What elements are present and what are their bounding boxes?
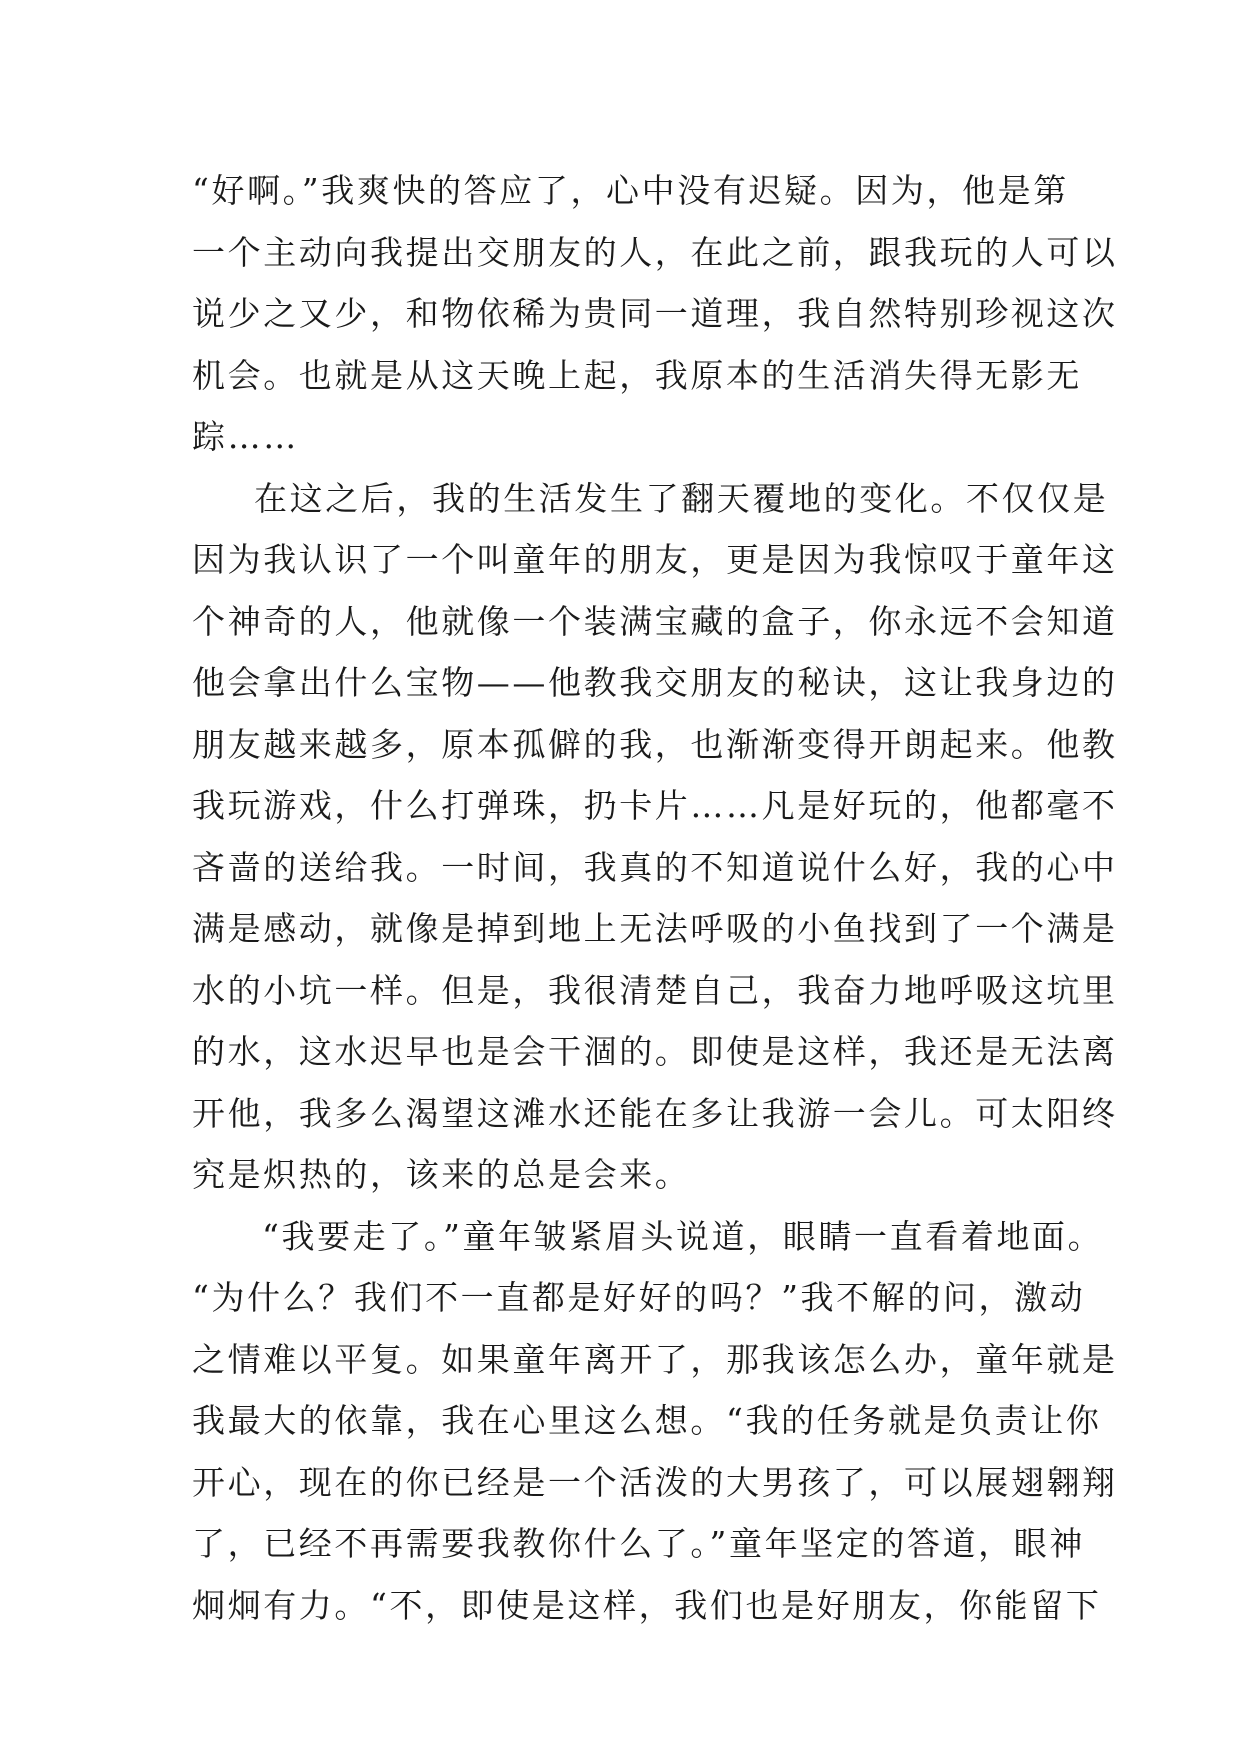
- text-line: 说少之又少，和物依稀为贵同一道理，我自然特别珍视这次: [192, 294, 1118, 333]
- text-line: 因为我认识了一个叫童年的朋友，更是因为我惊叹于童年这: [192, 540, 1118, 579]
- text-line: 水的小坑一样。但是，我很清楚自己，我奋力地呼吸这坑里: [192, 970, 1118, 1010]
- text-line: “为什么？我们不一直都是好好的吗？”我不解的问，激动: [192, 1278, 1086, 1317]
- text-line: 之情难以平复。如果童年离开了，那我该怎么办，童年就是: [192, 1339, 1118, 1379]
- paragraph-start-line: 在这之后，我的生活发生了翻天覆地的变化。不仅仅是: [254, 478, 1109, 518]
- text-line: 朋友越来越多，原本孤僻的我，也渐渐变得开朗起来。他教: [192, 724, 1118, 764]
- text-line: 他会拿出什么宝物——他教我交朋友的秘诀，这让我身边的: [192, 663, 1118, 702]
- text-line: 炯炯有力。“不，即使是这样，我们也是好朋友，你能留下: [192, 1585, 1102, 1625]
- text-line: 了，已经不再需要我教你什么了。”童年坚定的答道，眼神: [192, 1524, 1085, 1563]
- text-line: 究是炽热的，该来的总是会来。: [192, 1155, 691, 1194]
- text-line: 满是感动，就像是掉到地上无法呼吸的小鱼找到了一个满是: [192, 909, 1118, 948]
- text-line: 一个主动向我提出交朋友的人，在此之前，跟我玩的人可以: [192, 232, 1118, 272]
- text-line: 的水，这水迟早也是会干涸的。即使是这样，我还是无法离: [192, 1032, 1118, 1071]
- text-line: “好啊。”我爽快的答应了，心中没有迟疑。因为，他是第: [192, 171, 1069, 210]
- text-line: 个神奇的人，他就像一个装满宝藏的盒子，你永远不会知道: [192, 601, 1118, 641]
- paragraph-start-line: “我要走了。”童年皱紧眉头说道，眼睛一直看着地面。: [262, 1216, 1104, 1256]
- text-line: 吝啬的送给我。一时间，我真的不知道说什么好，我的心中: [192, 847, 1118, 887]
- text-line: 机会。也就是从这天晚上起，我原本的生活消失得无影无: [192, 355, 1082, 395]
- text-line: 开心，现在的你已经是一个活泼的大男孩了，可以展翅翱翔: [192, 1462, 1118, 1502]
- text-line: 开他，我多么渴望这滩水还能在多让我游一会儿。可太阳终: [192, 1093, 1118, 1133]
- body-text: [192, 160, 1118, 1636]
- text-line: 踪……: [192, 417, 299, 456]
- text-line: 我玩游戏，什么打弹珠，扔卡片……凡是好玩的，他都毫不: [192, 786, 1118, 825]
- text-line: 我最大的依靠，我在心里这么想。“我的任务就是负责让你: [192, 1401, 1102, 1440]
